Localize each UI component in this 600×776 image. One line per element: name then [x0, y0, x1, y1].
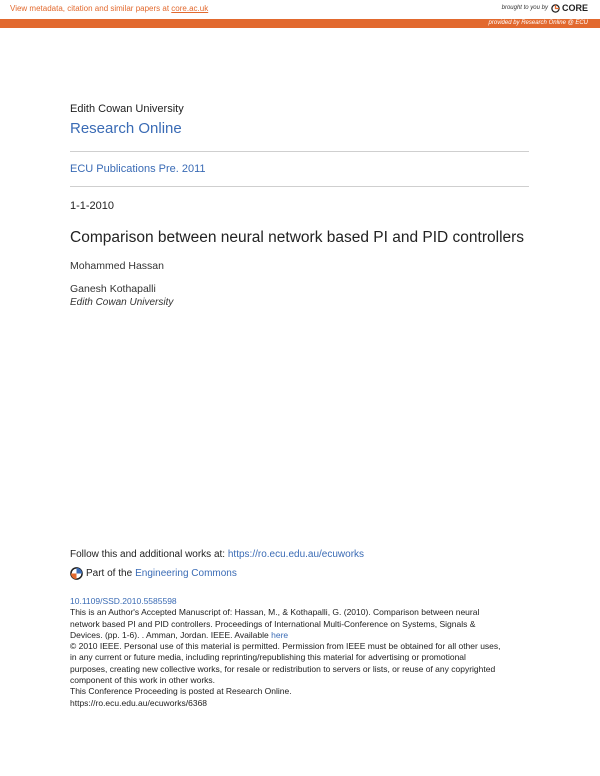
follow-text: Follow this and additional works at: [70, 549, 228, 560]
core-link-text: View metadata, citation and similar papers at [10, 4, 172, 13]
copyright-line: component of this work in other works. [70, 675, 216, 686]
citation-block [70, 596, 530, 709]
copyright-line: purposes, creating new collective works, for resale or redistribution to servers or lists, or reuse of any copyrighted [70, 663, 496, 674]
core-banner [0, 0, 600, 28]
divider [70, 186, 529, 187]
part-of-text: Part of the [86, 568, 133, 579]
core-logo-icon [551, 4, 560, 13]
author-name: Mohammed Hassan [70, 260, 164, 272]
engineering-commons-link[interactable]: Engineering Commons [135, 568, 237, 579]
record-url: https://ro.ecu.edu.au/ecuworks/6368 [70, 697, 208, 708]
repository-name[interactable]: Research Online [70, 120, 182, 137]
doi-link[interactable]: 10.1109/SSD.2010.5585598 [70, 596, 177, 606]
provided-by[interactable]: provided by Research Online @ ECU [488, 20, 588, 26]
core-logo-text: CORE [561, 3, 588, 13]
institution-name: Edith Cowan University [70, 103, 184, 115]
author-affiliation: Edith Cowan University [70, 297, 174, 308]
core-site-link[interactable]: core.ac.uk [171, 4, 209, 13]
citation-line [70, 630, 530, 641]
copyright-line: © 2010 IEEE. Personal use of this material is permitted. Permission from IEEE must be obtained for all other uses, [70, 641, 501, 652]
publication-date: 1-1-2010 [70, 200, 115, 212]
available-here-link[interactable]: here [271, 629, 289, 640]
brought-text: brought to you by [501, 5, 548, 11]
follow-works [70, 549, 364, 560]
brought-to-you-by [502, 3, 588, 13]
citation-line: network based PI and PID controllers. Proceedings of International Multi-Conference on Systems, Signals & [70, 618, 476, 629]
core-logo[interactable] [551, 3, 588, 13]
publication-series[interactable]: ECU Publications Pre. 2011 [70, 163, 206, 175]
citation-line-text: Devices. (pp. 1-6). . Amman, Jordan. IEEE. Available [70, 629, 272, 640]
follow-url-link[interactable]: https://ro.ecu.edu.au/ecuworks [227, 549, 365, 560]
commons-network-icon [70, 567, 83, 580]
copyright-line: in any current or future media, including reprinting/republishing this material for advertising or promotional [70, 652, 466, 663]
citation-line: This is an Author's Accepted Manuscript of: Hassan, M., & Kothapalli, G. (2010). Comparison between neural [70, 607, 480, 618]
part-of-commons [70, 567, 237, 580]
paper-title: Comparison between neural network based PI and PID controllers [70, 229, 525, 246]
author-name: Ganesh Kothapalli [70, 283, 156, 295]
divider [70, 151, 529, 152]
core-metadata-link[interactable] [10, 4, 208, 13]
posted-note: This Conference Proceeding is posted at Research Online. [70, 686, 292, 697]
